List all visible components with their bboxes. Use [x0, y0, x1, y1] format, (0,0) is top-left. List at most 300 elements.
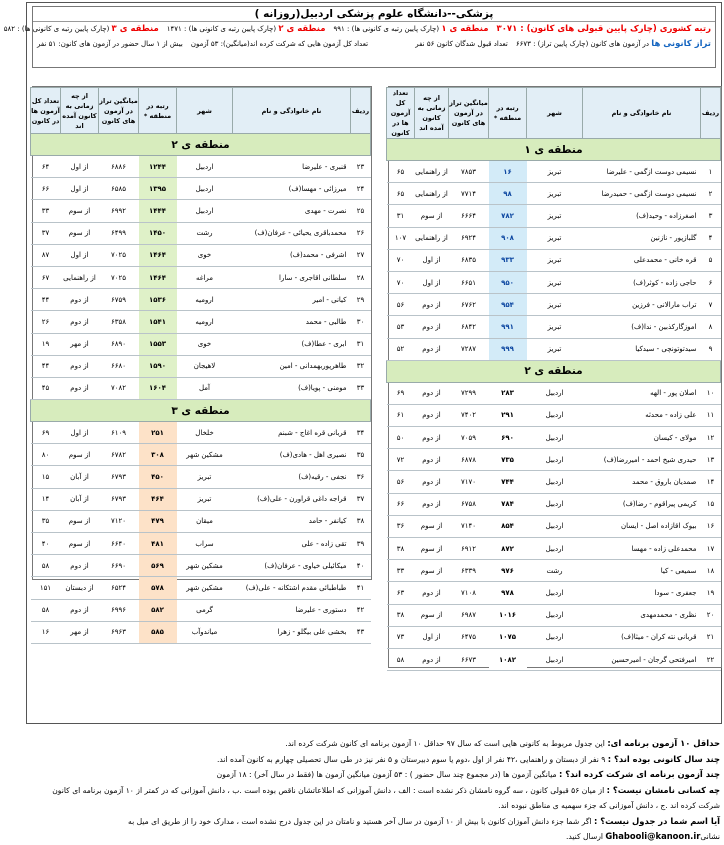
- cell-taraz: ۷۰۸۲: [99, 377, 139, 399]
- cell-row-number: ۲۶: [351, 222, 371, 244]
- table-row: [31, 555, 371, 577]
- zone3-info: [0, 22, 163, 37]
- cell-name: امیرفتحی گرجان - امیرحسین: [583, 648, 701, 670]
- cell-rank: ۱۶: [489, 161, 527, 183]
- cell-rank: ۲۹۱: [489, 404, 527, 426]
- contact-email[interactable]: Ghabooli@kanoon.ir: [605, 831, 701, 841]
- cell-rank: ۱۴۶۴: [139, 266, 177, 288]
- cell-name: سمیعی - کیا: [583, 560, 701, 582]
- zone2-label: منطقه ی ۲: [278, 24, 326, 34]
- cell-count: ۵۶: [387, 471, 415, 493]
- cell-city: تبریز: [527, 271, 583, 293]
- left-table: [30, 87, 371, 644]
- cell-name: نصیری اهل - هادی(ف): [233, 444, 351, 466]
- table-row: [387, 449, 721, 471]
- cell-city: میاندوآب: [177, 621, 233, 643]
- cell-name: حاجی زاده - کوثر(ف): [583, 271, 701, 293]
- cell-row-number: ۶: [701, 271, 721, 293]
- cell-taraz: ۷۱۷۰: [449, 471, 489, 493]
- cell-row-number: ۴: [701, 227, 721, 249]
- cell-since: از اول: [415, 626, 449, 648]
- table-row: [387, 161, 721, 183]
- cell-rank: ۹۹۹: [489, 338, 527, 360]
- note-2-text: ۹ نفر از دبستان و راهنمایی ،۴۲ نفر از اول ،دوم یا سوم دبیرستان و ۵ نفر نیز در طی سال تحصیلی چهارم به کانون آمده اند.: [217, 754, 608, 764]
- table-row: [31, 466, 371, 488]
- cell-city: اردبیل: [527, 538, 583, 560]
- cell-rank: ۸۷۲: [489, 538, 527, 560]
- cell-taraz: ۷۱۲۰: [99, 510, 139, 532]
- cell-row-number: ۴۰: [351, 555, 371, 577]
- cell-row-number: ۳۳: [351, 377, 371, 399]
- table-row: [387, 205, 721, 227]
- cell-taraz: ۶۱۰۹: [99, 422, 139, 444]
- cell-taraz: ۷۰۲۵: [99, 244, 139, 266]
- cell-count: ۳۷: [31, 222, 61, 244]
- note-5: [30, 814, 720, 845]
- table-row: [387, 538, 721, 560]
- cell-row-number: ۲۷: [351, 244, 371, 266]
- cell-count: ۱۵۱: [31, 577, 61, 599]
- cell-row-number: ۱۱: [701, 404, 721, 426]
- cell-count: ۴۵: [31, 377, 61, 399]
- cell-rank: ۱۴۵۰: [139, 222, 177, 244]
- table-row: [387, 626, 721, 648]
- zone1-info: [330, 22, 493, 37]
- cell-name: محمدعلی زاده - مهسا: [583, 538, 701, 560]
- cell-rank: ۴۵۰: [139, 466, 177, 488]
- cell-name: سلطانی اقاجری - سارا: [233, 266, 351, 288]
- cell-since: از اول: [61, 156, 99, 178]
- note-6-text: ارسال کنید.: [565, 832, 606, 841]
- cell-row-number: ۲۵: [351, 200, 371, 222]
- cell-count: ۷۰: [387, 271, 415, 293]
- table-row: [31, 577, 371, 599]
- cell-row-number: ۱: [701, 161, 721, 183]
- taraz-value: در آزمون های کانون (چارک پایین تراز) : ۶۶۷۳: [515, 40, 652, 48]
- cell-name: کیانفر - حامد: [233, 510, 351, 532]
- cell-count: ۲۶: [31, 311, 61, 333]
- cell-count: ۶۵: [387, 183, 415, 205]
- cell-name: اشرفی - محمد(ف): [233, 244, 351, 266]
- zone1-label: منطقه ی ۱: [441, 24, 489, 34]
- cell-taraz: ۶۶۷۳: [449, 648, 489, 670]
- cell-city: مراغه: [177, 266, 233, 288]
- cell-count: ۵۸: [31, 555, 61, 577]
- cell-taraz: ۷۲۹۹: [449, 382, 489, 404]
- cell-name: کریمی پیراقوم - رضا(ف): [583, 493, 701, 515]
- cell-city: خلخال: [177, 422, 233, 444]
- cell-taraz: ۶۷۹۳: [99, 466, 139, 488]
- table-row: [31, 178, 371, 200]
- cell-count: ۴۴: [31, 289, 61, 311]
- table-row: [387, 648, 721, 670]
- cell-taraz: ۶۵۸۵: [99, 178, 139, 200]
- cell-name: ابری - عطا(ف): [233, 333, 351, 355]
- cell-count: ۵۸: [387, 648, 415, 670]
- zone-section-label: منطقه ی ۲: [387, 360, 721, 382]
- table-row: [31, 621, 371, 643]
- cell-rank: ۱۵۴۱: [139, 311, 177, 333]
- cell-taraz: ۶۹۱۲: [449, 538, 489, 560]
- cell-count: ۷۳: [387, 626, 415, 648]
- cell-since: از دبستان: [61, 577, 99, 599]
- zone2-value: (چارک پایین رتبه ی کانونی ها) : ۱۴۷۱: [166, 25, 279, 33]
- cell-row-number: ۱۸: [701, 560, 721, 582]
- cell-rank: ۱۵۵۳: [139, 333, 177, 355]
- cell-since: از سوم: [415, 515, 449, 537]
- cell-count: ۶۴: [31, 156, 61, 178]
- table-row: [31, 333, 371, 355]
- cell-since: از سوم: [61, 200, 99, 222]
- cell-count: ۳۶: [387, 515, 415, 537]
- cell-count: ۵۸: [31, 599, 61, 621]
- cell-row-number: ۳۶: [351, 466, 371, 488]
- cell-city: اردبیل: [177, 156, 233, 178]
- cell-count: ۴۰: [31, 533, 61, 555]
- cell-row-number: ۴۲: [351, 599, 371, 621]
- cell-since: از اول: [61, 178, 99, 200]
- cell-taraz: ۶۹۶۳: [99, 621, 139, 643]
- cell-rank: ۵۷۸: [139, 577, 177, 599]
- cell-count: ۳۱: [387, 205, 415, 227]
- col-row: ردیف: [351, 88, 371, 134]
- cell-taraz: ۶۶۸۰: [99, 355, 139, 377]
- cell-city: اردبیل: [527, 493, 583, 515]
- cell-taraz: ۶۴۷۵: [449, 626, 489, 648]
- cell-rank: ۱۳۹۵: [139, 178, 177, 200]
- cell-city: مشکین شهر: [177, 577, 233, 599]
- cell-taraz: ۶۸۷۸: [449, 449, 489, 471]
- cell-taraz: ۶۷۹۳: [99, 488, 139, 510]
- header-row-2: [33, 37, 715, 52]
- cell-taraz: ۶۹۹۲: [99, 200, 139, 222]
- cell-row-number: ۳۷: [351, 488, 371, 510]
- cell-city: تبریز: [527, 316, 583, 338]
- note-3: [30, 767, 720, 783]
- cell-city: مشکین شهر: [177, 444, 233, 466]
- cell-rank: ۷۸۲: [489, 205, 527, 227]
- cell-taraz: ۶۹۲۴: [449, 227, 489, 249]
- cell-name: صمدیان باروق - محمد: [583, 471, 701, 493]
- col-since: از چه زمانی به کانون آمده اند: [61, 88, 99, 134]
- cell-row-number: ۱۳: [701, 449, 721, 471]
- cell-name: محمدباقری یحیائی - عرفان(ف): [233, 222, 351, 244]
- col-rank: رتبه در منطقه *: [139, 88, 177, 134]
- country-rank: [493, 22, 715, 37]
- cell-count: ۸۷: [31, 244, 61, 266]
- note-5-title: آیا اسم شما در جدول نیست؟ :: [594, 815, 720, 826]
- cell-name: کیانی - امیر: [233, 289, 351, 311]
- table-row: [387, 227, 721, 249]
- cell-name: گلبازپور - نازنین: [583, 227, 701, 249]
- col-count: تعداد کل آزمون ها در کانون: [31, 88, 61, 134]
- col-city: شهر: [527, 88, 583, 139]
- table-row: [31, 244, 371, 266]
- cell-row-number: ۱۲: [701, 427, 721, 449]
- cell-rank: ۱۰۱۶: [489, 604, 527, 626]
- cell-since: از دوم: [415, 382, 449, 404]
- taraz-label: تراز کانونی ها: [651, 39, 711, 49]
- cell-rank: ۷۴۴: [489, 471, 527, 493]
- cell-name: نسیمی دوست ازگمی - حمیدرضا: [583, 183, 701, 205]
- zone-section-row: [31, 134, 371, 156]
- cell-since: از دوم: [415, 471, 449, 493]
- cell-city: اردبیل: [527, 382, 583, 404]
- cell-row-number: ۱۴: [701, 471, 721, 493]
- cell-taraz: ۶۷۶۲: [449, 294, 489, 316]
- cell-taraz: ۷۰۲۵: [99, 266, 139, 288]
- cell-taraz: ۶۳۵۸: [99, 311, 139, 333]
- cell-city: میقان: [177, 510, 233, 532]
- cell-since: از سوم: [61, 510, 99, 532]
- cell-count: ۱۴: [31, 488, 61, 510]
- table-row: [31, 266, 371, 288]
- cell-since: از دوم: [61, 289, 99, 311]
- table-row: [31, 355, 371, 377]
- cell-name: قنبری - علیرضا: [233, 156, 351, 178]
- cell-name: اصلان پور - الهه: [583, 382, 701, 404]
- cell-name: نصرت - مهدی: [233, 200, 351, 222]
- cell-row-number: ۲۲: [701, 648, 721, 670]
- cell-name: مومنی - پویا(ف): [233, 377, 351, 399]
- note-2-title: چند سال کانونی بوده اند؟ :: [607, 753, 720, 764]
- cell-row-number: ۲۱: [701, 626, 721, 648]
- cell-row-number: ۴۳: [351, 621, 371, 643]
- cell-city: ارومیه: [177, 289, 233, 311]
- cell-city: تبریز: [527, 183, 583, 205]
- table-row: [31, 533, 371, 555]
- cell-city: تبریز: [527, 294, 583, 316]
- cell-city: ارومیه: [177, 311, 233, 333]
- cell-row-number: ۲۰: [701, 604, 721, 626]
- zone-section-row: [387, 360, 721, 382]
- cell-row-number: ۳۹: [351, 533, 371, 555]
- cell-rank: ۱۲۴۴: [139, 156, 177, 178]
- cell-city: رشت: [527, 560, 583, 582]
- zone1-value: (چارک پایین رتبه ی کانونی ها) : ۹۹۱: [333, 25, 442, 33]
- cell-row-number: ۴۱: [351, 577, 371, 599]
- cell-city: خوی: [177, 244, 233, 266]
- cell-since: از اول: [415, 271, 449, 293]
- country-rank-text: رتبه کشوری (چارک پایین قبولی های کانون) : ۳۰۷۱: [496, 24, 711, 34]
- cell-city: رشت: [177, 222, 233, 244]
- col-name: نام خانوادگی و نام: [583, 88, 701, 139]
- cell-since: از اول: [61, 422, 99, 444]
- cell-row-number: ۱۹: [701, 582, 721, 604]
- cell-rank: ۷۸۴: [489, 493, 527, 515]
- cell-row-number: ۲۳: [351, 156, 371, 178]
- note-5-text: اگر شما جزء دانش آموزان کانون با بیش از ۱۰ آزمون در سال آخر هستید و نامتان در این جدول درج نشده است ، مدارک خود را از طریق ای میل به نشانی: [128, 816, 720, 841]
- cell-count: ۶۵: [387, 161, 415, 183]
- cell-since: از سوم: [415, 205, 449, 227]
- cell-taraz: ۷۴۰۲: [449, 404, 489, 426]
- cell-taraz: ۷۸۵۳: [449, 161, 489, 183]
- avg-exams: تعداد کل آزمون هایی که شرکت کرده اند(میانگین): ۵۳ آزمون: [190, 40, 369, 48]
- table-row: [387, 493, 721, 515]
- cell-since: از سوم: [61, 222, 99, 244]
- cell-name: میرزائی - مهسا(ف): [233, 178, 351, 200]
- table-row: [387, 471, 721, 493]
- cell-city: خوی: [177, 333, 233, 355]
- cell-since: از راهنمایی: [415, 161, 449, 183]
- zone2-info: [163, 22, 330, 37]
- cell-rank: ۳۰۸: [139, 444, 177, 466]
- cell-name: بیوک اقازاده اصل - ایسان: [583, 515, 701, 537]
- note-4-text: از میان ۵۶ قبولی کانون ، سه گروه نامشان ذکر نشده است : الف ، دانش آموزانی که اطلاعاتشان ناقص بوده است .ب ، دانش آموزانی که در کمتر از ۱۰ آزمون برنامه ای کانون شرکت کرده اند .ج ، دانش آموزانی که جزء سهمیه ی مناطق نبوده اند.: [52, 785, 720, 810]
- table-row: [387, 183, 721, 205]
- cell-count: ۶۶: [31, 178, 61, 200]
- cell-row-number: ۹: [701, 338, 721, 360]
- table-row: [387, 338, 721, 360]
- cell-rank: ۹۹۱: [489, 316, 527, 338]
- cell-row-number: ۳۴: [351, 422, 371, 444]
- cell-rank: ۲۵۱: [139, 422, 177, 444]
- cell-taraz: ۶۷۵۹: [99, 289, 139, 311]
- cell-name: علی زاده - محدثه: [583, 404, 701, 426]
- cell-since: از راهنمایی: [61, 266, 99, 288]
- header-row-1: [3, 22, 715, 37]
- table-row: [387, 271, 721, 293]
- table-row: [31, 422, 371, 444]
- cell-rank: ۵۶۹: [139, 555, 177, 577]
- cell-taraz: ۶۸۸۶: [99, 156, 139, 178]
- cell-taraz: ۶۹۹۶: [99, 599, 139, 621]
- cell-since: از دوم: [415, 294, 449, 316]
- cell-count: ۶۹: [31, 422, 61, 444]
- zone-section-label: منطقه ی ۲: [31, 134, 371, 156]
- accepted-count: تعداد قبول شدگان کانون ۵۶ نفر: [415, 40, 508, 48]
- cell-since: از راهنمایی: [415, 227, 449, 249]
- note-3-text: میانگین آزمون ها (در مجموع چند سال حضور ) : ۵۳ آزمون میانگین آزمون ها (فقط در سال آخر) : ۱۸ آزمون: [216, 770, 559, 779]
- cell-taraz: ۷۱۰۸: [449, 582, 489, 604]
- cell-city: تبریز: [177, 466, 233, 488]
- cell-rank: ۱۵۳۶: [139, 289, 177, 311]
- cell-taraz: ۷۰۵۹: [449, 427, 489, 449]
- cell-name: تقی زاده - علی: [233, 533, 351, 555]
- col-city: شهر: [177, 88, 233, 134]
- left-table-panel: [31, 86, 372, 637]
- cell-row-number: ۲۴: [351, 178, 371, 200]
- cell-since: از دوم: [415, 338, 449, 360]
- cell-since: از آبان: [61, 488, 99, 510]
- cell-count: ۶۶: [387, 493, 415, 515]
- cell-since: از سوم: [61, 444, 99, 466]
- table-row: [387, 427, 721, 449]
- table-row: [387, 404, 721, 426]
- table-row: [31, 510, 371, 532]
- cell-name: تراب مارالانی - فرزین: [583, 294, 701, 316]
- cell-rank: ۵۸۵: [139, 621, 177, 643]
- cell-city: مشکین شهر: [177, 555, 233, 577]
- cell-rank: ۲۸۳: [489, 382, 527, 404]
- note-4: [30, 783, 720, 814]
- cell-since: از راهنمایی: [415, 183, 449, 205]
- cell-row-number: ۳۸: [351, 510, 371, 532]
- cell-rank: ۱۴۶۴: [139, 244, 177, 266]
- cell-count: ۶۷: [31, 266, 61, 288]
- cell-row-number: ۳۲: [351, 355, 371, 377]
- cell-since: از سوم: [61, 533, 99, 555]
- cell-taraz: ۶۶۶۴: [449, 205, 489, 227]
- page-title: پزشکی--دانشگاه علوم پزشکی اردبیل(روزانه ): [33, 7, 715, 22]
- cell-row-number: ۲: [701, 183, 721, 205]
- cell-rank: ۴۶۴: [139, 488, 177, 510]
- cell-count: ۳۳: [387, 560, 415, 582]
- cell-since: از اول: [415, 249, 449, 271]
- cell-row-number: ۱۷: [701, 538, 721, 560]
- cell-city: تبریز: [527, 249, 583, 271]
- note-1: [30, 736, 720, 752]
- cell-row-number: ۲۹: [351, 289, 371, 311]
- cell-since: از دوم: [415, 582, 449, 604]
- cell-rank: ۱۶۰۴: [139, 377, 177, 399]
- cell-taraz: ۶۹۸۷: [449, 604, 489, 626]
- note-1-title: حداقل ۱۰ آزمون برنامه ای:: [607, 738, 720, 748]
- cell-taraz: ۶۸۹۰: [99, 333, 139, 355]
- table-row: [387, 582, 721, 604]
- cell-rank: ۹۸: [489, 183, 527, 205]
- cell-count: ۵۶: [387, 294, 415, 316]
- cell-name: نظری - محمدمهدی: [583, 604, 701, 626]
- zone-section-row: [31, 400, 371, 422]
- cell-name: نجفی - رقیه(ف): [233, 466, 351, 488]
- cell-name: جعفری - سودا: [583, 582, 701, 604]
- cell-since: از مهر: [61, 333, 99, 355]
- cell-count: ۱۵: [31, 466, 61, 488]
- table-row: [387, 604, 721, 626]
- zone3-label: منطقه ی ۳: [111, 24, 159, 34]
- cell-city: اردبیل: [527, 449, 583, 471]
- cell-city: اردبیل: [177, 178, 233, 200]
- table-row: [31, 311, 371, 333]
- table-row: [31, 200, 371, 222]
- cell-taraz: ۷۱۴۰: [449, 515, 489, 537]
- cell-row-number: ۳۱: [351, 333, 371, 355]
- cell-row-number: ۱۰: [701, 382, 721, 404]
- cell-row-number: ۵: [701, 249, 721, 271]
- over-year-count: بیش از ۱ سال حضور در آزمون های کانون: ۵۱ نفر: [37, 40, 183, 48]
- cell-count: ۵۳: [387, 316, 415, 338]
- cell-row-number: ۳۵: [351, 444, 371, 466]
- cell-city: آمل: [177, 377, 233, 399]
- right-table-body: [387, 139, 721, 671]
- table-row: [31, 156, 371, 178]
- col-since: از چه زمانی به کانون آمده اند: [415, 88, 449, 139]
- cell-name: قراجه داغی قراورن - علی(ف): [233, 488, 351, 510]
- cell-city: اردبیل: [527, 471, 583, 493]
- cell-rank: ۷۳۵: [489, 449, 527, 471]
- cell-city: تبریز: [527, 205, 583, 227]
- cell-count: ۵۰: [387, 427, 415, 449]
- cell-count: ۱۶: [31, 621, 61, 643]
- col-taraz: میانگین تراز در آزمون های کانون: [449, 88, 489, 139]
- col-row: ردیف: [701, 88, 721, 139]
- cell-name: مولای - کیسان: [583, 427, 701, 449]
- cell-city: گرمی: [177, 599, 233, 621]
- cell-city: تبریز: [177, 488, 233, 510]
- cell-taraz: ۶۵۲۴: [99, 577, 139, 599]
- cell-city: اردبیل: [527, 515, 583, 537]
- cell-rank: ۹۵۰: [489, 271, 527, 293]
- table-row: [31, 222, 371, 244]
- cell-city: اردبیل: [527, 604, 583, 626]
- cell-since: از سوم: [415, 538, 449, 560]
- cell-since: از دوم: [415, 493, 449, 515]
- cell-name: حیدری شیخ احمد - امیررضا(ف): [583, 449, 701, 471]
- cell-city: اردبیل: [527, 626, 583, 648]
- cell-name: دستوری - علیرضا: [233, 599, 351, 621]
- table-row: [31, 377, 371, 399]
